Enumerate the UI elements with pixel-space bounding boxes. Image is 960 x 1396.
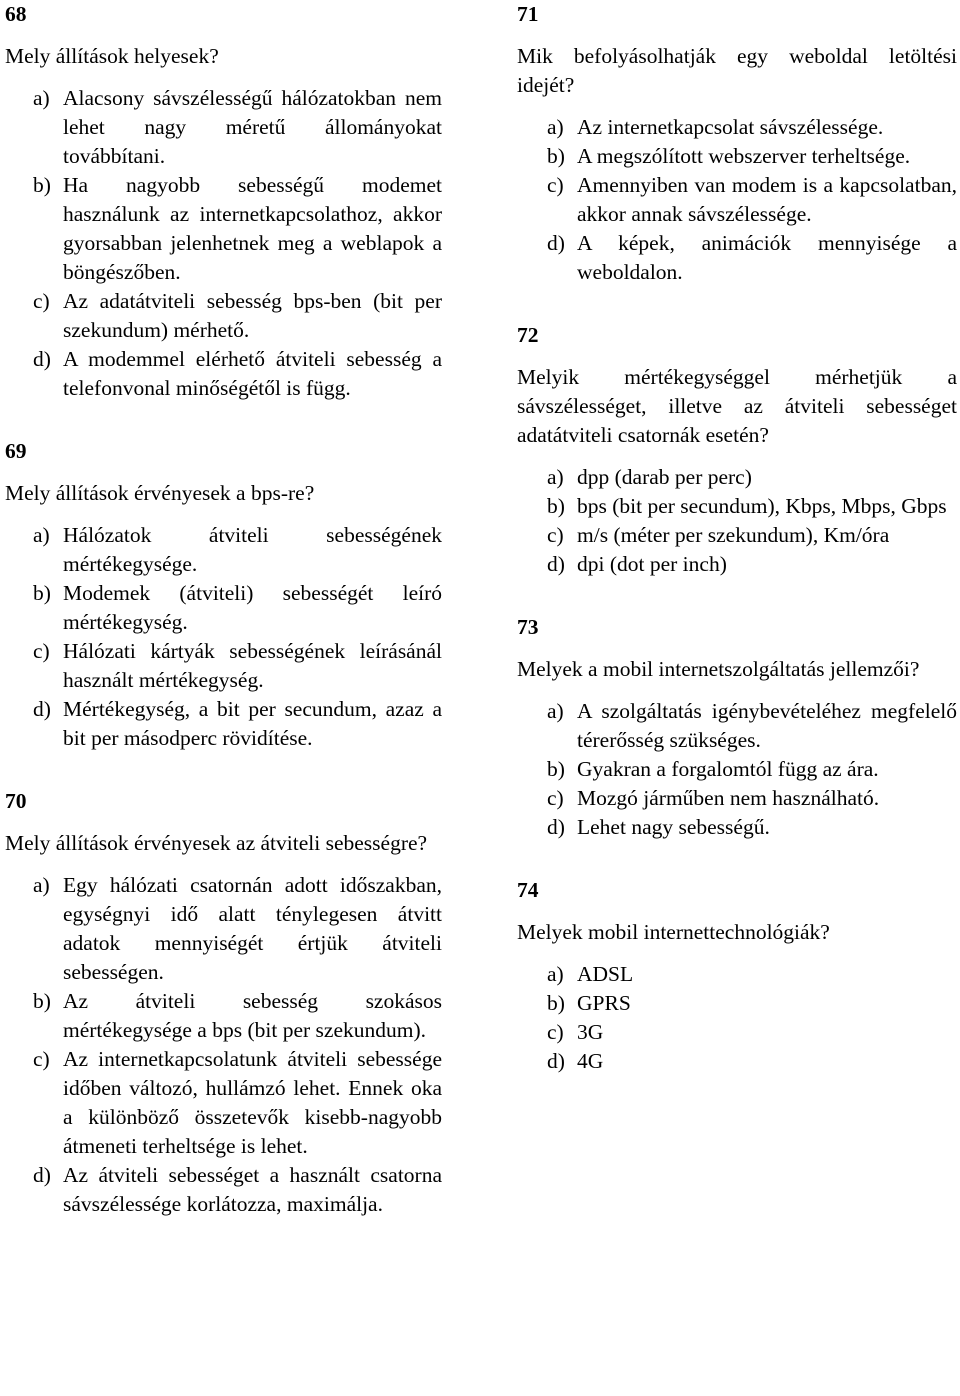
option-text: Ha nagyobb sebességű modemet használunk az internetkapcsolathoz, akkor gyorsabban jelenhetnek meg a weblapok a böngészőben. bbox=[63, 173, 442, 284]
option-text: Az internetkapcsolatunk átviteli sebessége időben változó, hullámzó lehet. Ennek oka a különböző összetevők kisebb-nagyobb átmeneti terheltsége is lehet. bbox=[63, 1047, 442, 1158]
option-label: c) bbox=[33, 1047, 50, 1071]
answer-option bbox=[5, 987, 442, 1045]
option-text: Mértékegység, a bit per secundum, azaz a bit per másodperc rövidítése. bbox=[63, 697, 442, 750]
answer-option bbox=[5, 287, 442, 345]
answer-option bbox=[517, 989, 957, 1018]
option-label: a) bbox=[33, 86, 50, 110]
option-label: a) bbox=[547, 465, 564, 489]
answer-option bbox=[517, 755, 957, 784]
question-number: 70 bbox=[5, 789, 27, 813]
answer-options bbox=[517, 113, 957, 287]
answer-option bbox=[517, 550, 957, 579]
option-text: Gyakran a forgalomtól függ az ára. bbox=[577, 757, 879, 781]
option-text: 4G bbox=[577, 1049, 604, 1073]
option-label: b) bbox=[547, 991, 565, 1015]
answer-option bbox=[517, 813, 957, 842]
answer-options bbox=[5, 871, 442, 1219]
answer-option bbox=[517, 1018, 957, 1047]
question-number: 69 bbox=[5, 439, 27, 463]
answer-option bbox=[517, 784, 957, 813]
option-text: Modemek (átviteli) sebességét leíró mértékegység. bbox=[63, 581, 442, 634]
question-number: 74 bbox=[517, 878, 539, 902]
option-label: d) bbox=[547, 815, 565, 839]
option-label: c) bbox=[547, 173, 564, 197]
question-text: Melyik mértékegységgel mérhetjük a sávszélességet, illetve az átviteli sebességet adatátviteli csatornák esetén? bbox=[517, 365, 957, 447]
answer-option bbox=[5, 871, 442, 987]
question-text: Mely állítások érvényesek az átviteli sebességre? bbox=[5, 831, 428, 855]
question-text: Melyek mobil internettechnológiák? bbox=[517, 920, 830, 944]
question-text: Melyek a mobil internetszolgáltatás jellemzői? bbox=[517, 657, 920, 681]
option-text: 3G bbox=[577, 1020, 604, 1044]
option-label: c) bbox=[33, 289, 50, 313]
option-text: Hálózatok átviteli sebességének mértékegysége. bbox=[63, 523, 442, 576]
answer-option bbox=[5, 637, 442, 695]
option-label: d) bbox=[547, 1049, 565, 1073]
option-label: a) bbox=[547, 115, 564, 139]
option-text: A modemmel elérhető átviteli sebesség a telefonvonal minőségétől is függ. bbox=[63, 347, 442, 400]
question-number: 68 bbox=[5, 2, 27, 26]
option-text: Egy hálózati csatornán adott időszakban, egységnyi idő alatt ténylegesen átvitt adatok mennyiségét értjük átviteli sebességen. bbox=[63, 873, 442, 984]
answer-options bbox=[5, 84, 442, 403]
answer-option bbox=[5, 521, 442, 579]
question-text: Mely állítások helyesek? bbox=[5, 44, 219, 68]
option-label: d) bbox=[33, 697, 51, 721]
option-text: Az internetkapcsolat sávszélessége. bbox=[577, 115, 884, 139]
option-label: b) bbox=[547, 144, 565, 168]
option-label: c) bbox=[547, 786, 564, 810]
option-label: a) bbox=[547, 699, 564, 723]
option-label: b) bbox=[33, 173, 51, 197]
question-block bbox=[517, 876, 957, 1076]
answer-option bbox=[517, 463, 957, 492]
answer-option bbox=[517, 697, 957, 755]
question-block bbox=[5, 0, 442, 437]
option-label: b) bbox=[33, 989, 51, 1013]
answer-options bbox=[5, 521, 442, 753]
option-label: c) bbox=[33, 639, 50, 663]
answer-option bbox=[517, 1047, 957, 1076]
option-label: a) bbox=[33, 873, 50, 897]
option-text: A képek, animációk mennyisége a weboldalon. bbox=[577, 231, 957, 284]
question-block bbox=[5, 437, 442, 787]
option-label: b) bbox=[33, 581, 51, 605]
option-text: ADSL bbox=[577, 962, 634, 986]
answer-option bbox=[5, 1045, 442, 1161]
option-label: c) bbox=[547, 523, 564, 547]
option-text: Alacsony sávszélességű hálózatokban nem lehet nagy méretű állományokat továbbítani. bbox=[63, 86, 442, 168]
answer-option bbox=[5, 1161, 442, 1219]
question-number: 73 bbox=[517, 615, 539, 639]
question-block bbox=[517, 613, 957, 876]
answer-option bbox=[5, 171, 442, 287]
answer-option bbox=[517, 113, 957, 142]
question-text: Mely állítások érvényesek a bps-re? bbox=[5, 481, 315, 505]
question-number: 72 bbox=[517, 323, 539, 347]
answer-option bbox=[517, 171, 957, 229]
option-text: bps (bit per secundum), Kbps, Mbps, Gbps bbox=[577, 494, 947, 518]
left-column bbox=[5, 0, 442, 1219]
question-number: 71 bbox=[517, 2, 539, 26]
question-block bbox=[5, 787, 442, 1219]
option-text: dpi (dot per inch) bbox=[577, 552, 727, 576]
option-label: a) bbox=[547, 962, 564, 986]
option-text: GPRS bbox=[577, 991, 631, 1015]
answer-option bbox=[517, 492, 957, 521]
answer-option bbox=[517, 521, 957, 550]
option-text: A szolgáltatás igénybevételéhez megfelelő térerősség szükséges. bbox=[577, 699, 957, 752]
answer-options bbox=[517, 960, 957, 1076]
option-text: dpp (darab per perc) bbox=[577, 465, 752, 489]
option-label: b) bbox=[547, 494, 565, 518]
option-label: b) bbox=[547, 757, 565, 781]
option-label: d) bbox=[33, 347, 51, 371]
option-label: a) bbox=[33, 523, 50, 547]
option-label: c) bbox=[547, 1020, 564, 1044]
question-block bbox=[517, 321, 957, 613]
answer-option bbox=[5, 695, 442, 753]
answer-option bbox=[517, 142, 957, 171]
option-text: m/s (méter per szekundum), Km/óra bbox=[577, 523, 890, 547]
option-label: d) bbox=[33, 1163, 51, 1187]
option-label: d) bbox=[547, 231, 565, 255]
option-text: Az átviteli sebesség szokásos mértékegysége a bps (bit per szekundum). bbox=[63, 989, 442, 1042]
option-text: Mozgó járműben nem használható. bbox=[577, 786, 880, 810]
option-text: A megszólított webszerver terheltsége. bbox=[577, 144, 911, 168]
option-text: Amennyiben van modem is a kapcsolatban, akkor annak sávszélessége. bbox=[577, 173, 957, 226]
answer-option bbox=[5, 84, 442, 171]
option-label: d) bbox=[547, 552, 565, 576]
option-text: Az adatátviteli sebesség bps-ben (bit per szekundum) mérhető. bbox=[63, 289, 442, 342]
option-text: Lehet nagy sebességű. bbox=[577, 815, 770, 839]
right-column bbox=[517, 0, 957, 1076]
answer-options bbox=[517, 463, 957, 579]
answer-option bbox=[517, 229, 957, 287]
option-text: Az átviteli sebességet a használt csatorna sávszélessége korlátozza, maximálja. bbox=[63, 1163, 442, 1216]
answer-option bbox=[5, 579, 442, 637]
option-text: Hálózati kártyák sebességének leírásánál használt mértékegység. bbox=[63, 639, 442, 692]
answer-option bbox=[5, 345, 442, 403]
question-block bbox=[517, 0, 957, 321]
question-text: Mik befolyásolhatják egy weboldal letöltési idejét? bbox=[517, 44, 957, 97]
answer-options bbox=[517, 697, 957, 842]
answer-option bbox=[517, 960, 957, 989]
